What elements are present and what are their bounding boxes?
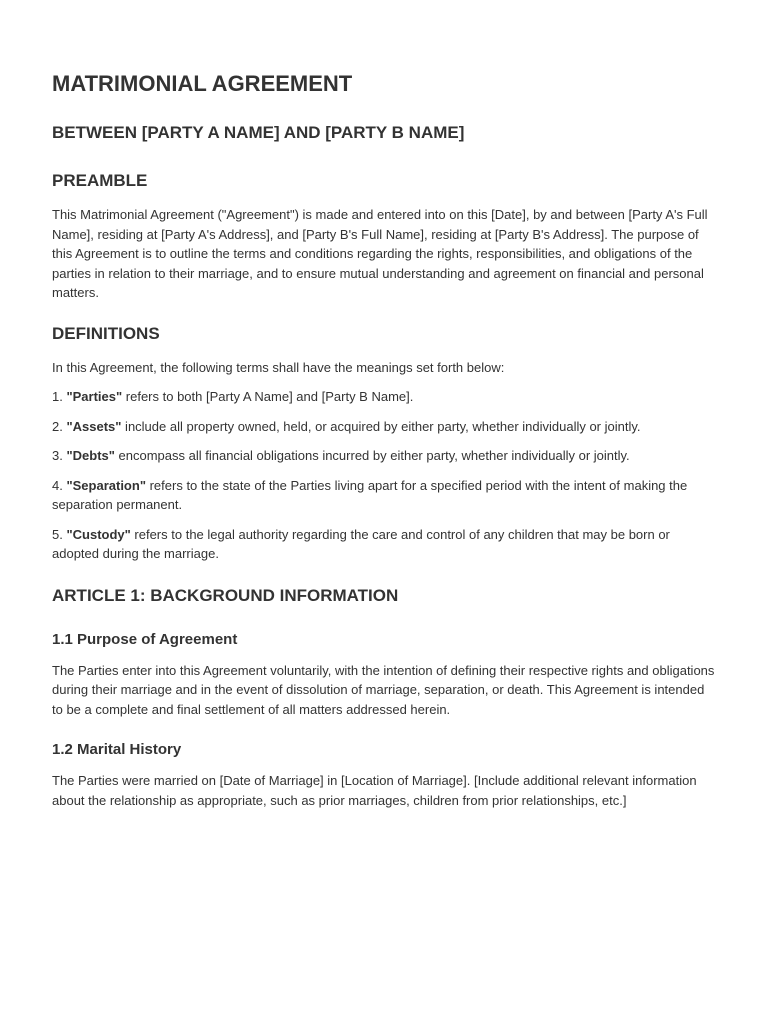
definition-number: 5.	[52, 526, 67, 542]
document-title: MATRIMONIAL AGREEMENT	[52, 71, 353, 96]
section-text-purpose: The Parties enter into this Agreement voluntarily, with the intention of defining their respective rights and obligations during their marriage and in the event of dissolution of marriage, separation, or death. This Agreement is intended to be a complete and final settlement of all matters addressed herein.	[52, 662, 715, 717]
definition-number: 4.	[52, 477, 67, 493]
definition-text: include all property owned, held, or acquired by either party, whether individually or jointly.	[121, 418, 641, 434]
definition-text: refers to the state of the Parties living apart for a specified period with the intent of making the separation permanent.	[52, 477, 688, 512]
definitions-heading: DEFINITIONS	[52, 323, 160, 343]
definition-item	[52, 476, 718, 515]
definition-item	[52, 417, 718, 437]
definition-term: "Debts"	[66, 448, 115, 463]
definition-term: "Custody"	[66, 526, 131, 542]
definition-term: "Assets"	[66, 418, 122, 434]
section-heading-marital-history: 1.2 Marital History	[52, 741, 182, 758]
definition-text: refers to both [Party A Name] and [Party B Name].	[122, 389, 414, 404]
definition-number: 1.	[52, 389, 67, 404]
definition-number: 3.	[52, 448, 67, 463]
section-heading-purpose: 1.1 Purpose of Agreement	[52, 630, 238, 648]
definition-item	[52, 387, 718, 407]
definitions-intro: In this Agreement, the following terms shall have the meanings set forth below:	[52, 359, 505, 375]
document-subtitle: BETWEEN [PARTY A NAME] AND [PARTY B NAME]	[52, 123, 465, 142]
section-text-marital-history: The Parties were married on [Date of Marriage] in [Location of Marriage]. [Include additional relevant information about the relationship as appropriate, such as prior marriages, children from prior relationships, etc.]	[52, 773, 697, 808]
preamble-heading: PREAMBLE	[52, 171, 148, 190]
preamble-text: This Matrimonial Agreement ("Agreement") is made and entered into on this [Date], by and between [Party A's Full Name], residing at [Party A's Address], and [Party B's Full Name], residing at [Party B's Address]. The purpose of this Agreement is to outline the terms and conditions regarding the rights, responsibilities, and obligations of the parties in relation to their marriage, and to ensure mutual understanding and agreement on financial and personal matters.	[52, 207, 708, 300]
definition-item	[52, 446, 718, 466]
definition-number: 2.	[52, 418, 67, 434]
definition-item	[52, 525, 718, 564]
article-heading: ARTICLE 1: BACKGROUND INFORMATION	[52, 585, 399, 605]
definition-text: refers to the legal authority regarding the care and control of any children that may be born or adopted during the marriage.	[52, 526, 670, 561]
definition-text: encompass all financial obligations incurred by either party, whether individually or jointly.	[114, 448, 630, 463]
definition-term: "Parties"	[66, 389, 123, 404]
definition-term: "Separation"	[66, 477, 146, 493]
